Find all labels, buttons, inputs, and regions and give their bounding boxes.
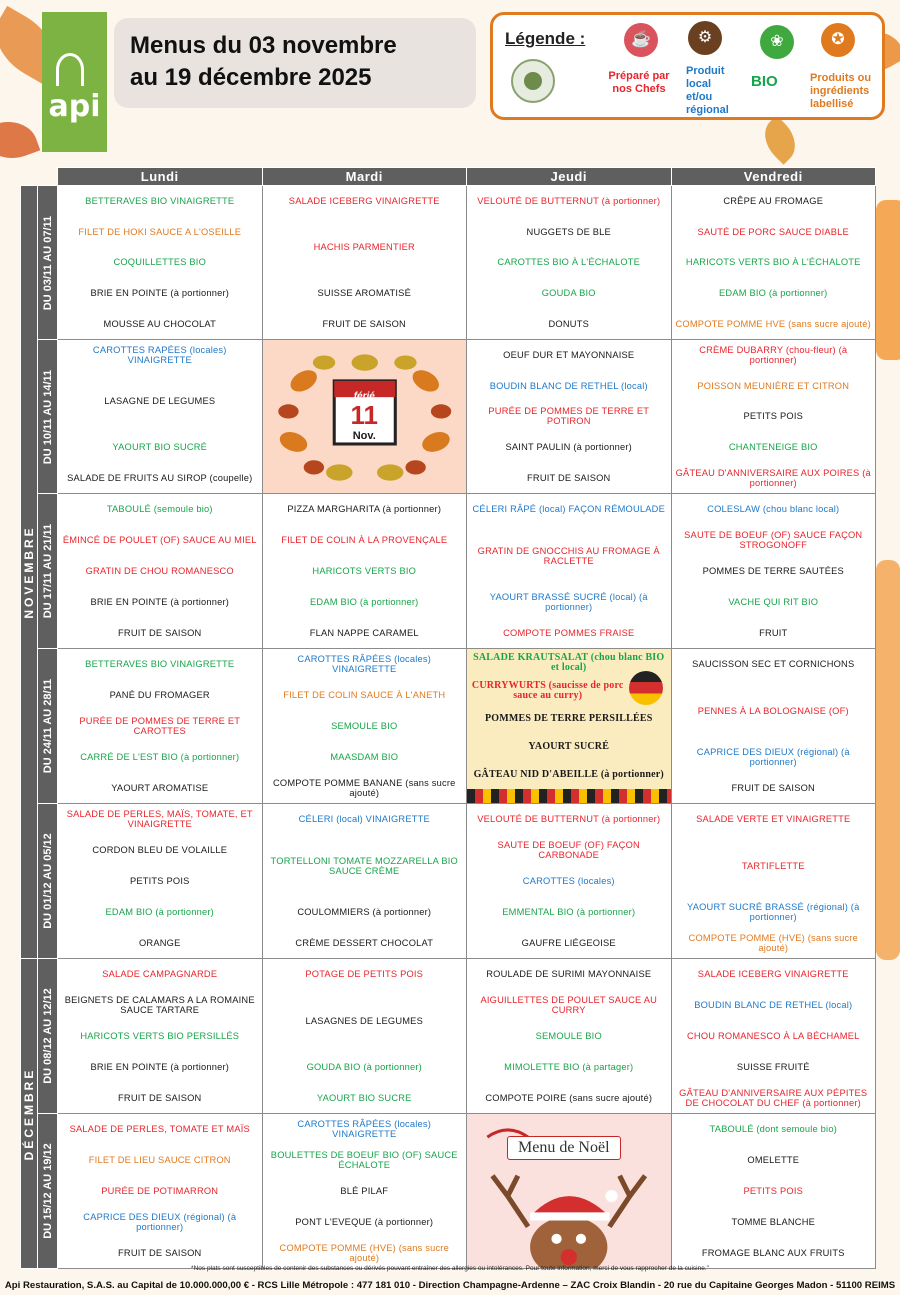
menu-item: SAUTE DE BOEUF (OF) SAUCE FAÇON STROGONOFF <box>684 530 863 551</box>
legend-label-local: Produit local et/ou régional <box>686 65 729 116</box>
menu-item: TABOULÉ (dont semoule bio) <box>709 1124 837 1135</box>
menu-item: EMMENTAL BIO (à portionner) <box>502 906 636 917</box>
week-range-text: DU 10/11 AU 14/11 <box>41 369 54 464</box>
menu-cell <box>262 186 467 340</box>
menu-item: NUGGETS DE BLE <box>526 226 611 237</box>
month-text: NOVEMBRE <box>22 525 36 619</box>
week-label <box>38 959 58 1114</box>
menu-item: FRUIT DE SAISON <box>731 782 815 793</box>
menu-item: CAROTTES RAPÉES (locales) VINAIGRETTE <box>92 345 227 366</box>
menu-item: CRÈME DUBARRY (chou-fleur) (à portionner) <box>699 345 848 366</box>
menu-item: GÂTEAU D'ANNIVERSAIRE AUX PÉPITES DE CHOCOLAT DU CHEF (à portionner) <box>679 1087 868 1108</box>
title-line-2: au 19 décembre 2025 <box>130 64 372 91</box>
autumn-leaf-decoration <box>876 560 900 960</box>
week-range-text: DU 15/12 AU 19/12 <box>41 1143 54 1239</box>
menu-item: PIZZA MARGHARITA (à portionner) <box>287 504 442 515</box>
menu-cell <box>467 340 672 494</box>
quality-seal-icon <box>511 59 555 103</box>
menu-item: CHOU ROMANESCO À LA BÉCHAMEL <box>687 1030 860 1041</box>
week-label <box>38 804 58 959</box>
menu-item: FRUIT DE SAISON <box>527 472 611 483</box>
menu-item: SALADE DE PERLES, MAÏS, TOMATE, ET VINAIGRETTE <box>66 809 253 830</box>
menu-item: FILET DE LIEU SAUCE CITRON <box>88 1155 231 1166</box>
company-address: Api Restauration, S.A.S. au Capital de 10.000.000,00 € - RCS Lille Métropole : 477 181 010 - Direction Champagne-Ardenne – ZAC Croix Blandin - 20 rue du Capitaine Georges Madon - 51100 REIMS <box>4 1280 896 1291</box>
week-row <box>21 186 876 340</box>
menu-cell <box>262 959 467 1114</box>
menu-item: YAOURT SUCRÉ <box>528 741 610 752</box>
menu-item: OEUF DUR ET MAYONNAISE <box>503 350 635 361</box>
menu-item: SAINT PAULIN (à portionner) <box>505 442 632 453</box>
menu-item: ÉMINCÉ DE POULET (OF) SAUCE AU MIEL <box>62 535 257 546</box>
menu-item: ORANGE <box>139 937 181 948</box>
menu-item: FRUIT DE SAISON <box>118 627 202 638</box>
week-range-text: DU 08/12 AU 12/12 <box>41 988 54 1084</box>
menu-cell <box>58 959 263 1114</box>
german-flag-bunting-icon <box>467 789 671 803</box>
day-header-vendredi: Vendredi <box>671 168 876 186</box>
menu-item: PURÉE DE POTIMARRON <box>101 1185 219 1196</box>
week-row <box>21 340 876 494</box>
menu-item: FROMAGE BLANC AUX FRUITS <box>701 1247 845 1258</box>
menu-item: YAOURT BRASSÉ SUCRÉ (local) (à portionner) <box>489 591 648 612</box>
menu-item: PENNES À LA BOLOGNAISE (OF) <box>697 705 849 716</box>
menu-item: PETITS POIS <box>129 875 190 886</box>
menu-cell <box>467 186 672 340</box>
chef-mascot-icon <box>629 671 663 705</box>
title-line-1: Menus du 03 novembre <box>130 32 397 59</box>
day-header-lundi: Lundi <box>58 168 263 186</box>
menu-item: LASAGNES DE LEGUMES <box>305 1015 423 1026</box>
menu-item: SALADE DE PERLES, TOMATE ET MAÏS <box>69 1124 250 1135</box>
menu-item: SAUTÉ DE PORC SAUCE DIABLE <box>697 226 849 237</box>
menu-item: PETITS POIS <box>743 1185 804 1196</box>
menu-item: PETITS POIS <box>743 411 804 422</box>
menu-item: HACHIS PARMENTIER <box>313 242 415 253</box>
menu-item: FILET DE COLIN À LA PROVENÇALE <box>281 535 448 546</box>
menu-item: ROULADE DE SURIMI MAYONNAISE <box>486 969 652 980</box>
menu-item: SEMOULE BIO <box>331 720 398 731</box>
menu-item: COMPOTE POMME BANANE (sans sucre ajouté) <box>272 777 456 798</box>
menu-item: CAPRICE DES DIEUX (régional) (à portionner) <box>83 1211 237 1232</box>
menu-item: GRATIN DE GNOCCHIS AU FROMAGE À RACLETTE <box>477 545 660 566</box>
menu-item: SUISSE AROMATISÉ <box>317 288 411 299</box>
month-label-novembre <box>21 186 38 959</box>
menu-item: CAPRICE DES DIEUX (régional) (à portionner) <box>696 746 850 767</box>
menu-cell <box>58 186 263 340</box>
menu-item: FRUIT DE SAISON <box>118 1247 202 1258</box>
menu-cell <box>467 804 672 959</box>
week-range-text: DU 03/11 AU 07/11 <box>41 215 54 310</box>
menu-item: SALADE ICEBERG VINAIGRETTE <box>697 969 849 980</box>
menu-item: CORDON BLEU DE VOLAILLE <box>92 845 228 856</box>
page-title <box>114 18 476 108</box>
menu-item: SAUCISSON SEC ET CORNICHONS <box>692 659 855 670</box>
week-label <box>38 340 58 494</box>
menu-item: TABOULÉ (semoule bio) <box>106 504 213 515</box>
menu-item: YAOURT SUCRÉ BRASSÉ (régional) (à portionner) <box>687 901 860 922</box>
christmas-menu-cell <box>467 1114 672 1269</box>
menu-item: PURÉE DE POMMES DE TERRE ET POTIRON <box>488 406 650 427</box>
menu-item: HARICOTS VERTS BIO PERSILLÉS <box>80 1030 240 1041</box>
menu-item: GÂTEAU NID D'ABEILLE (à portionner) <box>473 769 664 780</box>
menu-item: BEIGNETS DE CALAMARS A LA ROMAINE SAUCE TARTARE <box>64 995 255 1016</box>
menu-item: BOULETTES DE BOEUF BIO (OF) SAUCE ÉCHALOTE <box>270 1150 458 1171</box>
week-row <box>21 959 876 1114</box>
menu-cell <box>262 1114 467 1269</box>
menu-item: MOUSSE AU CHOCOLAT <box>103 318 216 329</box>
week-label <box>38 186 58 340</box>
menu-item: CAROTTES RÂPÉES (locales) VINAIGRETTE <box>297 654 432 675</box>
menu-item: TARTIFLETTE <box>741 860 805 871</box>
menu-item: MAASDAM BIO <box>330 751 399 762</box>
menu-item: CAROTTES BIO À L'ÉCHALOTE <box>497 257 641 268</box>
api-logo <box>42 12 107 152</box>
menu-item: COMPOTE POMME (HVE) (sans sucre ajouté) <box>688 932 858 953</box>
holiday-day: 11 <box>350 400 378 430</box>
menu-cell <box>58 340 263 494</box>
menu-item: VELOUTÉ DE BUTTERNUT (à portionner) <box>477 196 661 207</box>
menu-item: PURÉE DE POMMES DE TERRE ET CAROTTES <box>79 715 241 736</box>
menu-item: PONT L'EVEQUE (à portionner) <box>295 1216 434 1227</box>
menu-item: BRIE EN POINTE (à portionner) <box>90 1061 230 1072</box>
menu-cell <box>671 186 876 340</box>
menu-cell <box>671 804 876 959</box>
holiday-word: férié <box>353 391 375 402</box>
menu-cell <box>58 649 263 804</box>
menu-item: CHANTENEIGE BIO <box>728 442 818 453</box>
legend-box <box>490 12 885 120</box>
menu-item: VELOUTÉ DE BUTTERNUT (à portionner) <box>477 814 661 825</box>
menu-cell <box>262 804 467 959</box>
week-row <box>21 804 876 959</box>
menu-cell <box>262 649 467 804</box>
table-corner <box>21 168 58 186</box>
legend-label-bio: BIO <box>751 73 778 90</box>
chef-hat-icon: ☕ <box>624 23 658 57</box>
menu-item: CARRÉ DE L'EST BIO (à portionner) <box>80 751 240 762</box>
menu-item: CRÈME DESSERT CHOCOLAT <box>295 937 434 948</box>
local-product-icon: ⚙ <box>688 21 722 55</box>
menu-item: YAOURT BIO SUCRÉ <box>112 442 208 453</box>
menu-item: YAOURT BIO SUCRE <box>316 1092 412 1103</box>
menu-item: BOUDIN BLANC DE RETHEL (local) <box>694 1000 853 1011</box>
menu-item: EDAM BIO (à portionner) <box>105 906 214 917</box>
menu-item: SAUTE DE BOEUF (OF) FAÇON CARBONADE <box>497 840 640 861</box>
menu-item: VACHE QUI RIT BIO <box>728 596 819 607</box>
menu-cell <box>58 494 263 649</box>
menu-item: GRATIN DE CHOU ROMANESCO <box>85 565 234 576</box>
menu-item: SUISSE FRUITÉ <box>736 1061 810 1072</box>
menu-item: BRIE EN POINTE (à portionner) <box>90 596 230 607</box>
menu-item: SALADE CAMPAGNARDE <box>102 969 218 980</box>
christmas-menu-title: Menu de Noël <box>507 1136 621 1160</box>
menu-item: FLAN NAPPE CARAMEL <box>309 627 419 638</box>
menu-item: AIGUILLETTES DE POULET SAUCE AU CURRY <box>480 995 658 1016</box>
menu-item: SALADE DE FRUITS AU SIROP (coupelle) <box>67 472 253 483</box>
menu-item: HARICOTS VERTS BIO <box>312 565 417 576</box>
menu-item: POTAGE DE PETITS POIS <box>305 969 424 980</box>
legend-title: Légende : <box>505 29 586 48</box>
menu-item: BRIE EN POINTE (à portionner) <box>90 288 230 299</box>
menu-item: GOUDA BIO <box>541 288 596 299</box>
menu-cell <box>671 340 876 494</box>
menu-table <box>20 167 876 1269</box>
week-label <box>38 494 58 649</box>
week-row <box>21 1114 876 1269</box>
menu-cell <box>671 494 876 649</box>
menu-item: EDAM BIO (à portionner) <box>310 596 419 607</box>
day-header-jeudi: Jeudi <box>467 168 672 186</box>
menu-item: POMMES DE TERRE PERSILLÉES <box>484 713 653 724</box>
week-row <box>21 649 876 804</box>
menu-item: CÉLERI (local) VINAIGRETTE <box>298 814 430 825</box>
menu-item: GÂTEAU D'ANNIVERSAIRE AUX POIRES (à portionner) <box>675 467 871 488</box>
menu-item: CRÊPE AU FROMAGE <box>723 196 824 207</box>
menu-item: COULOMMIERS (à portionner) <box>297 906 432 917</box>
menu-item: YAOURT AROMATISE <box>111 782 209 793</box>
menu-item: TORTELLONI TOMATE MOZZARELLA BIO SAUCE CRÈME <box>270 855 458 876</box>
menu-item: MIMOLETTE BIO (à partager) <box>504 1061 634 1072</box>
legend-label-labellise: Produits ou ingrédients labellisé <box>810 72 872 110</box>
menu-cell <box>671 1114 876 1269</box>
autumn-leaf-decoration <box>876 200 900 360</box>
menu-cell <box>467 494 672 649</box>
menu-cell <box>467 959 672 1114</box>
day-header-mardi: Mardi <box>262 168 467 186</box>
menu-item: COLESLAW (chou blanc local) <box>707 504 840 515</box>
menu-item: POISSON MEUNIÈRE ET CITRON <box>697 380 850 391</box>
menu-item: FILET DE HOKI SAUCE A L'OSEILLE <box>78 226 242 237</box>
week-label <box>38 1114 58 1269</box>
menu-cell <box>671 959 876 1114</box>
menu-item: FRUIT DE SAISON <box>322 318 406 329</box>
menu-item: TOMME BLANCHE <box>731 1216 816 1227</box>
menu-cell <box>58 804 263 959</box>
menu-item: HARICOTS VERTS BIO À L'ÉCHALOTE <box>685 257 861 268</box>
menu-item: BOUDIN BLANC DE RETHEL (local) <box>489 380 648 391</box>
menu-item: DONUTS <box>548 318 589 329</box>
menu-item: COMPOTE POMME (HVE) (sans sucre ajouté) <box>279 1242 449 1263</box>
menu-item: COMPOTE POMME HVE (sans sucre ajouté) <box>675 318 871 329</box>
label-ribbon-icon: ✪ <box>821 23 855 57</box>
menu-item: FRUIT <box>759 627 788 638</box>
menu-item: SALADE KRAUTSALAT (chou blanc BIO et local) <box>473 652 665 673</box>
menu-item: COMPOTE POMMES FRAISE <box>503 627 635 638</box>
menu-cell <box>671 649 876 804</box>
menu-item: POMMES DE TERRE SAUTÉES <box>702 565 844 576</box>
menu-cell <box>58 1114 263 1269</box>
menu-item: SEMOULE BIO <box>535 1030 602 1041</box>
menu-item: PANÉ DU FROMAGER <box>109 690 210 701</box>
autumn-leaf-decoration <box>755 115 804 164</box>
menu-item: COQUILLETTES BIO <box>113 257 207 268</box>
menu-item: FRUIT DE SAISON <box>118 1092 202 1103</box>
week-range-text: DU 01/12 AU 05/12 <box>41 833 54 929</box>
menu-item: BLÉ PILAF <box>340 1185 389 1196</box>
menu-item: BETTERAVES BIO VINAIGRETTE <box>85 659 235 670</box>
month-label-decembre <box>21 959 38 1269</box>
menu-item: FILET DE COLIN SAUCE À L'ANETH <box>283 690 446 701</box>
menu-item: GAUFRE LIÉGEOISE <box>521 937 616 948</box>
menu-item: CAROTTES (locales) <box>522 875 615 886</box>
menu-item: EDAM BIO (à portionner) <box>719 288 828 299</box>
week-row <box>21 494 876 649</box>
german-theme-cell <box>467 649 672 804</box>
month-text: DÉCEMBRE <box>22 1067 36 1160</box>
week-range-text: DU 24/11 AU 28/11 <box>41 678 54 774</box>
organic-leaf-icon: ❀ <box>760 25 794 59</box>
logo-text: api <box>48 89 101 124</box>
menu-item: GOUDA BIO (à portionner) <box>306 1061 422 1072</box>
menu-item: OMELETTE <box>747 1155 800 1166</box>
menu-item: COMPOTE POIRE (sans sucre ajouté) <box>485 1092 653 1103</box>
holiday-month: Nov. <box>352 430 376 442</box>
menu-item: BETTERAVES BIO VINAIGRETTE <box>85 196 235 207</box>
legend-label-chef: Préparé par nos Chefs <box>608 70 670 95</box>
menu-item: LASAGNE DE LEGUMES <box>104 396 216 407</box>
menu-item: CURRYWURTS (saucisse de porc sauce au curry) <box>471 680 624 701</box>
allergen-disclaimer: *Nos plats sont susceptibles de contenir des substances ou dérivés pouvant entraîner des allergies ou intolérances. Pour toute information, merci de vous rapprocher de la cuisine." <box>191 1265 709 1272</box>
week-range-text: DU 17/11 AU 21/11 <box>41 523 54 619</box>
menu-item: SALADE VERTE ET VINAIGRETTE <box>696 814 851 825</box>
menu-item: CAROTTES RÂPÉES (locales) VINAIGRETTE <box>297 1119 432 1140</box>
week-label <box>38 649 58 804</box>
menu-item: SALADE ICEBERG VINAIGRETTE <box>288 196 440 207</box>
menu-item: CÉLERI RÂPÉ (local) FAÇON RÉMOULADE <box>472 504 665 515</box>
menu-cell <box>262 494 467 649</box>
holiday-cell <box>262 340 467 494</box>
autumn-leaf-decoration <box>0 113 40 168</box>
